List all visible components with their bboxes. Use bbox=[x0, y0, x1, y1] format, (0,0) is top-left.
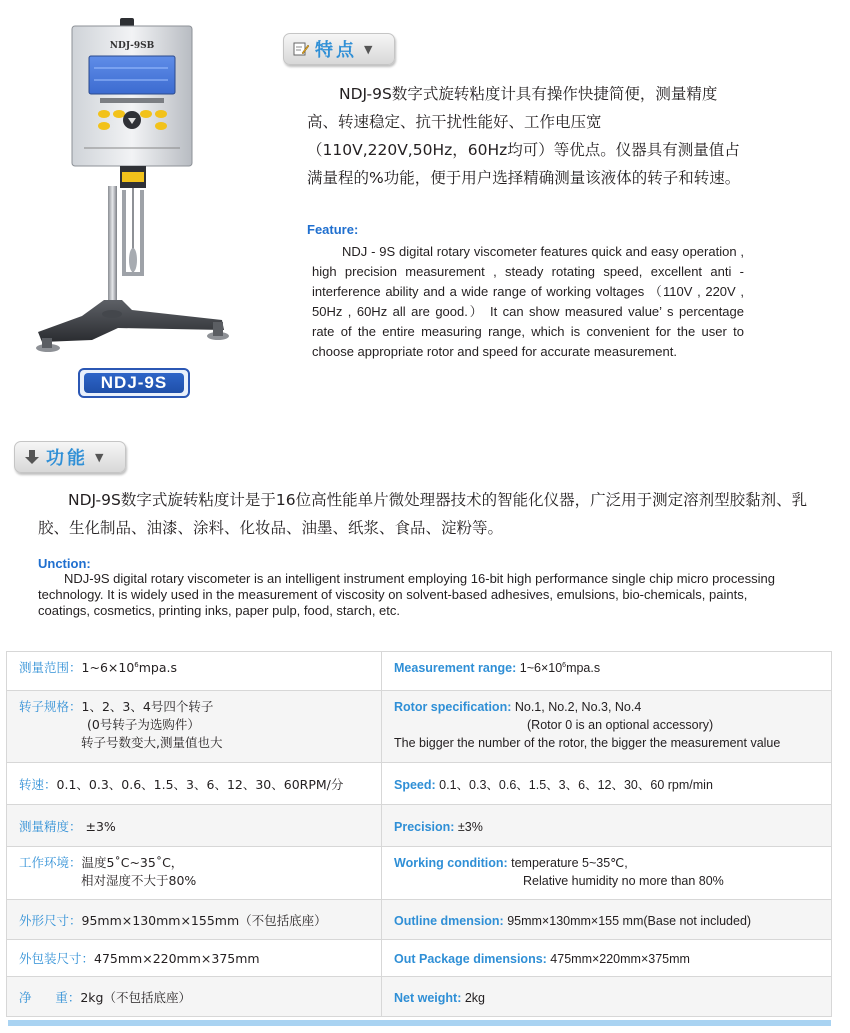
spec-cn-rotor: 转子规格：1、2、3、4号四个转子 (0号转子为选购件） 转子号数变大,测量值也大 bbox=[7, 691, 382, 763]
spec-en-package: Out Package dimensions: 475mm×220mm×375mm bbox=[382, 940, 832, 977]
spec-en-weight: Net weight: 2kg bbox=[382, 977, 832, 1017]
features-tab[interactable] bbox=[283, 33, 395, 65]
spec-table bbox=[6, 651, 832, 1017]
spec-en-precision: Precision: ±3% bbox=[382, 805, 832, 847]
function-en-label: Unction: bbox=[38, 556, 91, 571]
model-badge bbox=[78, 368, 190, 398]
feature-en-label: Feature: bbox=[307, 222, 359, 237]
table-row bbox=[7, 652, 832, 691]
features-tab-title: 特点 bbox=[315, 40, 357, 61]
viscometer-illustration bbox=[22, 10, 272, 380]
function-tab-title: 功能 bbox=[46, 448, 88, 469]
device-brand-label: NDJ-9SB bbox=[109, 41, 155, 51]
table-row bbox=[7, 805, 832, 847]
spec-cn-speed: 转速：0.1、0.3、0.6、1.5、3、6、12、30、60RPM/分 bbox=[7, 763, 382, 805]
spec-en-speed: Speed: 0.1、0.3、0.6、1.5、3、6、12、30、60 rpm/min bbox=[382, 763, 832, 805]
spec-en-dimension: Outline dmension: 95mm×130mm×155 mm(Base not included) bbox=[382, 900, 832, 940]
spec-en-rotor: Rotor specification: No.1, No.2, No.3, No.4 (Rotor 0 is an optional accessory) The bigger the number of the rotor, the bigger the measurement value bbox=[382, 691, 832, 763]
spec-cn-package: 外包装尺寸：475mm×220mm×375mm bbox=[7, 940, 382, 977]
function-tab[interactable] bbox=[14, 441, 126, 473]
spec-cn-weight: 净 重：2kg（不包括底座） bbox=[7, 977, 382, 1017]
table-row bbox=[7, 977, 832, 1017]
table-row bbox=[7, 763, 832, 805]
arrow-down-icon bbox=[23, 448, 41, 466]
table-row bbox=[7, 940, 832, 977]
spec-cn-range: 测量范围：$1\sim 6\times 10^6mpa.s$ bbox=[7, 652, 382, 691]
table-row bbox=[7, 847, 832, 900]
spec-cn-precision: 测量精度： ±3% bbox=[7, 805, 382, 847]
function-cn-text: NDJ-9S数字式旋转粘度计是于16位高性能单片微处理器技术的智能化仪器，广泛用于测定溶剂型胶黏剂、乳胶、生化制品、油漆、涂料、化妆品、油墨、纸浆、食品、淀粉等。 bbox=[38, 491, 808, 537]
edit-note-icon bbox=[292, 40, 310, 58]
spec-cn-environment: 工作环境：温度5˚C~35˚C， 相对湿度不大于80% bbox=[7, 847, 382, 900]
chevron-down-icon: ▼ bbox=[364, 42, 373, 56]
spec-en-range: Measurement range: $1\sim 6\times 10^6mpa.s$ bbox=[382, 652, 832, 691]
product-image bbox=[22, 10, 272, 380]
table-row bbox=[7, 691, 832, 763]
function-en-text: NDJ-9S digital rotary viscometer is an intelligent instrument employing 16-bit high performance single chip micro processing technology. It is widely used in the measurement of viscosity on solvent-based adhesives, emulsions, bio-chemicals, paints, coatings, cosmetics, printing inks, paper pulp, food, starch, etc. bbox=[38, 571, 775, 618]
table-row bbox=[7, 900, 832, 940]
model-badge-label: NDJ-9S bbox=[84, 373, 184, 393]
spec-en-environment: Working condition: temperature 5~35℃, Relative humidity no more than 80% bbox=[382, 847, 832, 900]
features-cn-text: NDJ-9S数字式旋转粘度计具有操作快捷简便，测量精度高、转速稳定、抗干扰性能好、工作电压宽（110V,220V,50Hz，60Hz均可）等优点。仪器具有测量值占满量程的%功能，便于用户选择精确测量该液体的转子和转速。 bbox=[307, 85, 741, 187]
bottom-divider bbox=[8, 1020, 831, 1026]
features-en-text: NDJ - 9S digital rotary viscometer features quick and easy operation , high precision measurement , steady rotating speed, excellent anti - interference ability and a wide range of working voltages （110V , 220V , 50Hz , 60Hz all are good.） It can show measured value’ s percentage rate of the entire measuring range, which is convenient for the user to choose appropriate rotor and speed for accurate measurement. bbox=[312, 244, 744, 359]
chevron-down-icon: ▼ bbox=[95, 450, 104, 464]
spec-cn-dimension: 外形尺寸：95mm×130mm×155mm（不包括底座） bbox=[7, 900, 382, 940]
